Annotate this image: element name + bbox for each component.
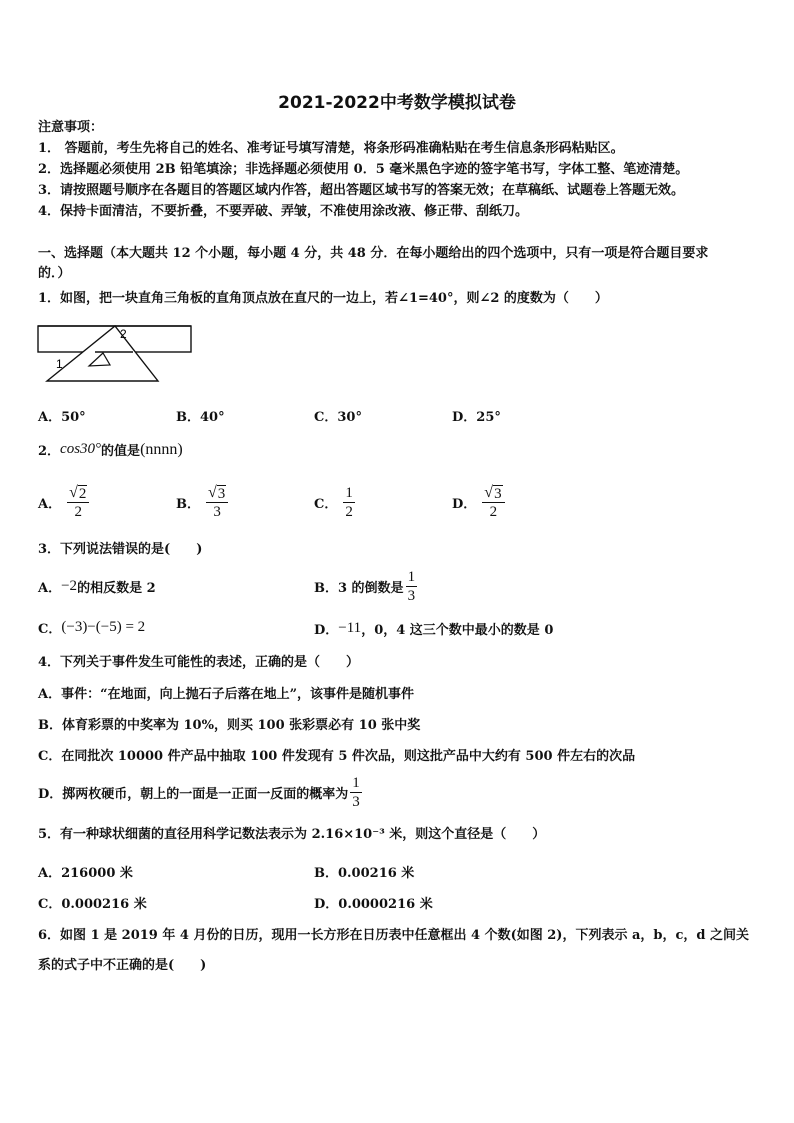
section-heading-line1: 一、选择题（本大题共 12 个小题，每小题 4 分，共 48 分．在每小题给出的四个选项中，只有一项是符合题目要求: [38, 246, 709, 261]
q2-c-denominator: 2: [345, 504, 353, 520]
q6-stem-line1: 6．如图 1 是 2019 年 4 月份的日历，现用一长方形在日历表中任意框出 4 个数(如图 2)，下列表示 a，b，c，d 之间关: [38, 928, 750, 943]
q2-option-c: [314, 484, 355, 521]
q2-option-a-label: A．: [38, 497, 62, 512]
q1-ruler-triangle-figure: [37, 321, 193, 387]
q2-stem: [38, 440, 183, 459]
q2-d-radicand: 3: [494, 486, 502, 502]
q2-option-b: [176, 484, 228, 521]
q5-option-a: A．216000 米: [38, 866, 133, 881]
exam-title: 2021-2022中考数学模拟试卷: [278, 93, 516, 113]
q5-option-d: D．0.0000216 米: [314, 897, 433, 912]
q3-option-b-text: B．3 的倒数是: [314, 581, 404, 596]
q5-option-b: B．0.00216 米: [314, 866, 415, 881]
q3-option-d-math: −11: [338, 620, 362, 636]
q5-stem: 5．有一种球状细菌的直径用科学记数法表示为 2.16×10⁻³ 米，则这个直径是（ ）: [38, 827, 546, 842]
q2-b-radicand: 3: [217, 486, 226, 502]
q3-option-b: [314, 568, 417, 605]
angle-1-label: 1: [56, 357, 63, 371]
q2-option-c-label: C．: [314, 497, 338, 512]
q2-option-b-fraction: √ 3 3: [206, 484, 228, 521]
q2-d-denominator: 2: [489, 504, 498, 520]
q4-option-d-fraction: [350, 774, 362, 811]
q3-option-c-math: (−3)−(−5) = 2: [61, 619, 146, 635]
notice-item-4: 4．保持卡面清洁，不要折叠，不要弄破、弄皱，不准使用涂改液、修正带、刮纸刀。: [38, 204, 529, 219]
q2-option-a-fraction: √ 2 2: [67, 484, 89, 521]
q3-option-c: [38, 618, 145, 637]
q4-option-b: B．体育彩票的中奖率为 10%，则买 100 张彩票必有 10 张中奖: [38, 718, 421, 733]
q3-b-numerator: 1: [407, 569, 416, 585]
q3-stem: 3．下列说法错误的是( ): [38, 542, 203, 557]
q1-option-b: B．40°: [176, 410, 225, 425]
q2-option-d-label: D．: [452, 497, 477, 512]
q2-stem-math: cos30°: [60, 441, 102, 457]
q2-option-c-fraction: [343, 484, 355, 521]
q3-option-d-label: D．: [314, 623, 339, 638]
q3-option-c-label: C．: [38, 622, 62, 637]
notice-item-1: 1． 答题前，考生先将自己的姓名、准考证号填写清楚，将条形码准确粘贴在考生信息条形码粘贴区。: [38, 141, 624, 156]
q1-option-a: A．50°: [38, 410, 86, 425]
q3-option-a: [38, 577, 156, 596]
q2-stem-blank: (nnnn): [140, 440, 183, 458]
q3-option-d: [314, 619, 553, 638]
q3-option-a-label: A．: [38, 581, 62, 596]
q1-stem: 1．如图，把一块直角三角板的直角顶点放在直尺的一边上，若∠1=40°，则∠2 的度数为（ ）: [38, 291, 608, 306]
q4-stem: 4．下列关于事件发生可能性的表述，正确的是（ ）: [38, 655, 360, 670]
q2-b-denominator: 3: [213, 504, 221, 520]
notice-item-2: 2．选择题必须使用 2B 铅笔填涂；非选择题必须使用 0．5 毫米黑色字迹的签字笔书写，字体工整、笔迹清楚。: [38, 162, 689, 177]
q2-c-numerator: 1: [345, 485, 353, 501]
q1-option-d: D．25°: [452, 410, 501, 425]
q2-option-a: [38, 484, 89, 521]
notice-heading: 注意事项：: [38, 120, 104, 135]
q3-option-b-fraction: [406, 568, 418, 605]
q5-option-c: C．0.000216 米: [38, 897, 147, 912]
section-heading-line2: 的．）: [38, 266, 71, 281]
q3-option-a-text: 的相反数是 2: [77, 581, 156, 596]
q2-stem-suffix: 的值是: [101, 444, 141, 459]
q2-a-denominator: 2: [74, 504, 82, 520]
q3-b-denominator: 3: [407, 588, 416, 604]
q4-option-c: C．在同批次 10000 件产品中抽取 100 件发现有 5 件次品，则这批产品中大约有 500 件左右的次品: [38, 749, 636, 764]
notice-item-3: 3．请按照题号顺序在各题目的答题区域内作答，超出答题区域书写的答案无效；在草稿纸、试题卷上答题无效。: [38, 183, 685, 198]
q3-option-d-text: ，0，4 这三个数中最小的数是 0: [361, 623, 554, 638]
angle-2-label: 2: [120, 327, 127, 341]
q4-d-numerator: 1: [352, 775, 360, 791]
q2-option-d: [452, 484, 505, 521]
q2-option-b-label: B．: [176, 497, 200, 512]
q3-option-a-math: −2: [61, 578, 78, 594]
q2-stem-prefix: 2．: [38, 444, 61, 459]
q4-option-d-text: D．掷两枚硬币，朝上的一面是一正面一反面的概率为: [38, 787, 349, 802]
q4-option-a: A．事件：“在地面，向上抛石子后落在地上”，该事件是随机事件: [38, 687, 415, 702]
q4-d-denominator: 3: [352, 794, 360, 810]
q6-stem-line2: 系的式子中不正确的是( ): [38, 958, 207, 973]
q2-a-radicand: 2: [78, 486, 87, 502]
q1-option-c: C．30°: [314, 410, 362, 425]
q2-option-d-fraction: √ 3 2: [482, 484, 504, 521]
q4-option-d: [38, 774, 362, 811]
